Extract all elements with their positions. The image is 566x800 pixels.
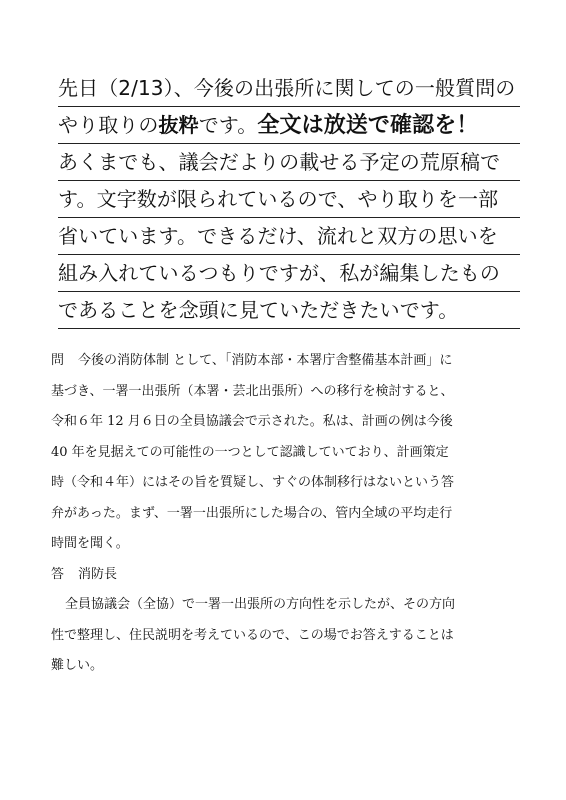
intro-text: あくまでも、議会だよりの載せる予定の荒原稿で bbox=[58, 150, 501, 174]
answer-line bbox=[51, 651, 523, 682]
question-text: 弁があった。まず、一署一出張所にした場合の、管内全域の平均走行 bbox=[51, 505, 453, 521]
question-line bbox=[51, 468, 523, 499]
intro-text: す。文字数が限られているので、やり取りを一部 bbox=[58, 187, 499, 211]
intro-text: 組み入れているつもりですが、私が編集したもの bbox=[58, 261, 500, 285]
question-text: 今後の消防体制 として、「消防本部・本署庁舎整備基本計画」に bbox=[78, 353, 453, 368]
question-line bbox=[51, 407, 523, 438]
question-line bbox=[51, 499, 523, 530]
question-text: 時（令和４年）にはその旨を質疑し、すぐの体制移行はないという答 bbox=[51, 475, 455, 490]
intro-line bbox=[58, 218, 520, 255]
answer-line bbox=[51, 590, 523, 621]
question-line bbox=[51, 438, 523, 469]
question-label: 問 bbox=[51, 353, 65, 368]
intro-line bbox=[58, 70, 520, 107]
answer-label: 答 bbox=[51, 566, 65, 582]
answer-text: 性で整理し、住民説明を考えているので、この場でお答えすることは bbox=[51, 627, 454, 643]
answer-line bbox=[51, 621, 523, 652]
intro-text: やり取りの bbox=[58, 113, 159, 137]
question-line bbox=[51, 377, 523, 408]
intro-line bbox=[58, 292, 520, 329]
answer-heading bbox=[51, 560, 523, 591]
question-text: 基づき、一署一出張所（本署・芸北出張所）への移行を検討すると、 bbox=[51, 383, 454, 399]
question-line bbox=[51, 529, 523, 560]
intro-text: であることを念頭に見ていただきたいです。 bbox=[58, 298, 459, 322]
intro-line bbox=[58, 181, 520, 218]
intro-line bbox=[58, 255, 520, 292]
intro-text: です。 bbox=[198, 113, 258, 137]
intro-emphasis-text: 全文は放送で確認を！ bbox=[257, 113, 479, 138]
intro-paragraph bbox=[58, 70, 520, 329]
answer-speaker: 消防長 bbox=[78, 566, 118, 582]
intro-bold-text: 抜粋 bbox=[158, 113, 199, 137]
answer-text: 難しい。 bbox=[51, 658, 104, 673]
intro-text: 省いています。できるだけ、流れと双方の思いを bbox=[58, 224, 498, 248]
question-text: 40 年を見据えての可能性の一つとして認識していており、計画策定 bbox=[51, 444, 449, 460]
question-text: 令和６年 12 月６日の全員協議会で示された。私は、計画の例は今後 bbox=[51, 414, 453, 429]
question-line bbox=[51, 346, 523, 377]
answer-text: 全員協議会（全協）で一署一出張所の方向性を示したが、その方向 bbox=[65, 597, 456, 612]
question-text: 時間を聞く。 bbox=[51, 536, 129, 551]
qa-section bbox=[51, 346, 523, 682]
intro-line bbox=[58, 144, 520, 181]
intro-line bbox=[58, 107, 520, 144]
intro-text: 先日（2/13）、今後の出張所に関しての一般質問の bbox=[58, 76, 516, 100]
